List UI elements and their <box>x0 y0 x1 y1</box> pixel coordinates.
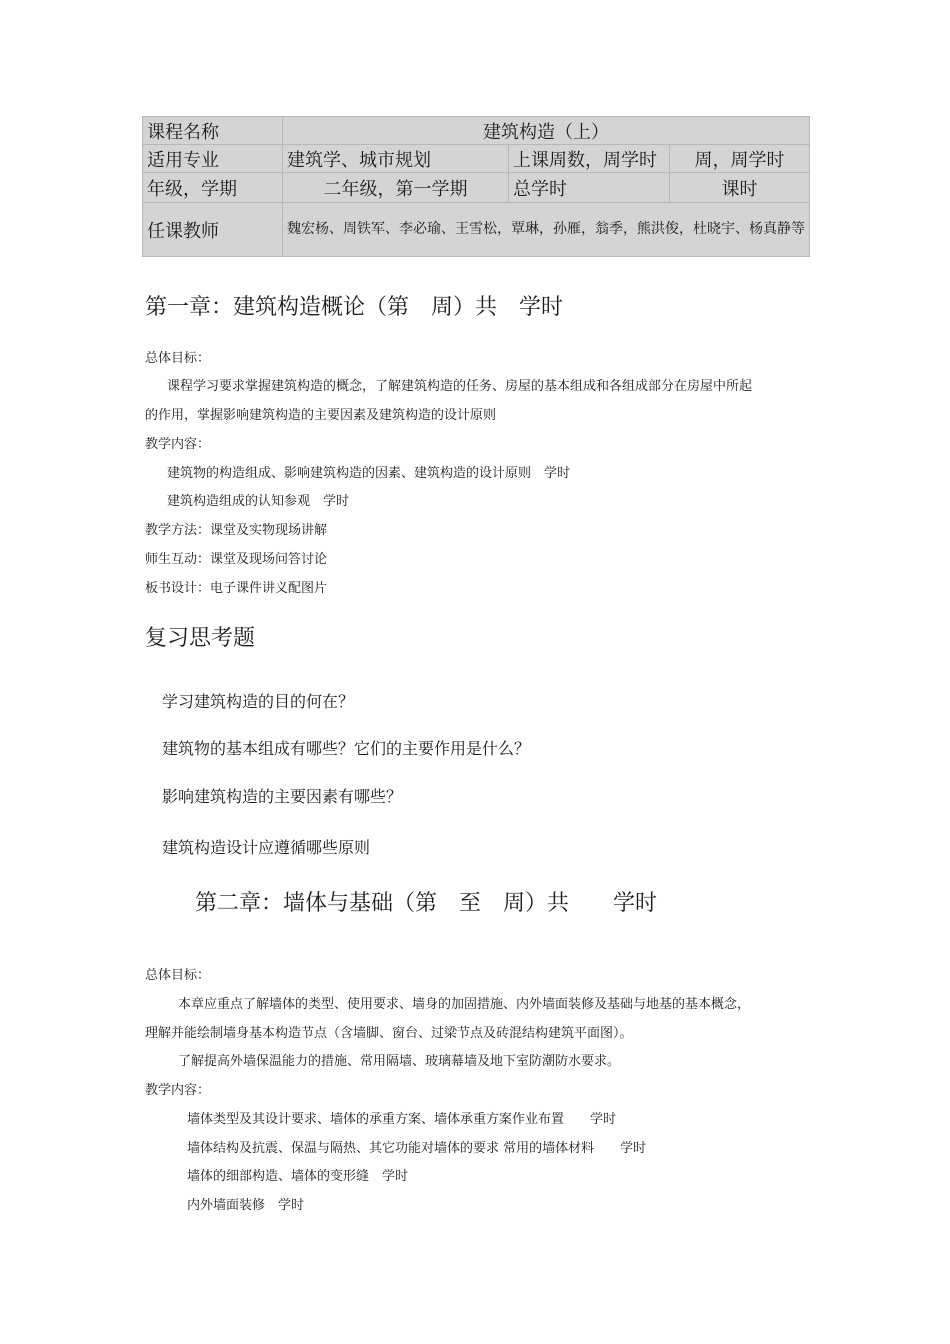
grade-row <box>143 173 810 203</box>
chapter1-board: 板书设计：电子课件讲义配图片 <box>145 581 328 596</box>
review-question: 影响建筑构造的主要因素有哪些？ <box>162 787 403 806</box>
chapter2-content-item: 墙体结构及抗震、保温与隔热、其它功能对墙体的要求 常用的墙体材料 学时 <box>187 1141 647 1156</box>
chapter2-goal-line2: 理解并能绘制墙身基本构造节点（含墙脚、窗台、过梁节点及砖混结构建筑平面图）。 <box>145 1026 633 1041</box>
review-question: 建筑构造设计应遵循哪些原则 <box>162 838 371 857</box>
weeks-label: 上课周数，周学时 <box>509 145 670 173</box>
major-label: 适用专业 <box>143 145 283 173</box>
course-name-row <box>143 117 810 145</box>
major-value: 建筑学、城市规划 <box>283 145 509 173</box>
course-name-value: 建筑构造（上） <box>283 117 810 145</box>
grade-value: 二年级，第一学期 <box>283 173 509 203</box>
chapter1-content-label: 教学内容： <box>145 437 211 452</box>
total-hours-value: 课时 <box>670 173 810 203</box>
grade-label: 年级，学期 <box>143 173 283 203</box>
chapter2-content-item: 墙体类型及其设计要求、墙体的承重方案、墙体承重方案作业布置 学时 <box>187 1112 617 1127</box>
course-name-label: 课程名称 <box>143 117 283 145</box>
chapter1-goal-line1: 课程学习要求掌握建筑构造的概念，了解建筑构造的任务、房屋的基本组成和各组成部分在房屋中所起 <box>167 379 753 394</box>
chapter2-goal-line1: 本章应重点了解墙体的类型、使用要求、墙身的加固措施、内外墙面装修及基础与地基的基本概念， <box>178 997 751 1012</box>
teachers-row <box>143 203 810 257</box>
chapter2-content-label: 教学内容： <box>145 1083 211 1098</box>
course-info-table <box>142 116 810 257</box>
chapter2-goal-line3: 了解提高外墙保温能力的措施、常用隔墙、玻璃幕墙及地下室防潮防水要求。 <box>178 1054 621 1069</box>
major-row <box>143 145 810 173</box>
chapter1-title: 第一章：建筑构造概论（第 周）共 学时 <box>145 295 564 320</box>
chapter1-method: 教学方法：课堂及实物现场讲解 <box>145 523 328 538</box>
chapter1-content-item: 建筑物的构造组成、影响建筑构造的因素、建筑构造的设计原则 学时 <box>167 466 571 481</box>
chapter1-goal-label: 总体目标： <box>145 351 211 366</box>
teachers-value: 魏宏杨、周铁军、李必瑜、王雪松，覃琳，孙雁，翁季，熊洪俊，杜晓宇、杨真静等 <box>283 203 810 257</box>
review-title: 复习思考题 <box>145 626 256 651</box>
chapter2-title: 第二章：墙体与基础（第 至 周）共 学时 <box>195 891 658 916</box>
chapter2-content-item: 墙体的细部构造、墙体的变形缝 学时 <box>187 1169 409 1184</box>
chapter2-content-item: 内外墙面装修 学时 <box>187 1198 305 1213</box>
teachers-label: 任课教师 <box>143 203 283 257</box>
chapter2-goal-label: 总体目标： <box>145 968 211 983</box>
chapter1-interaction: 师生互动：课堂及现场问答讨论 <box>145 552 328 567</box>
chapter1-content-item: 建筑构造组成的认知参观 学时 <box>167 494 350 509</box>
review-question: 建筑物的基本组成有哪些？它们的主要作用是什么？ <box>162 739 531 758</box>
review-question: 学习建筑构造的目的何在？ <box>162 692 355 711</box>
chapter1-goal-line2: 的作用，掌握影响建筑构造的主要因素及建筑构造的设计原则 <box>145 408 497 423</box>
total-hours-label: 总学时 <box>509 173 670 203</box>
weeks-value: 周，周学时 <box>670 145 810 173</box>
